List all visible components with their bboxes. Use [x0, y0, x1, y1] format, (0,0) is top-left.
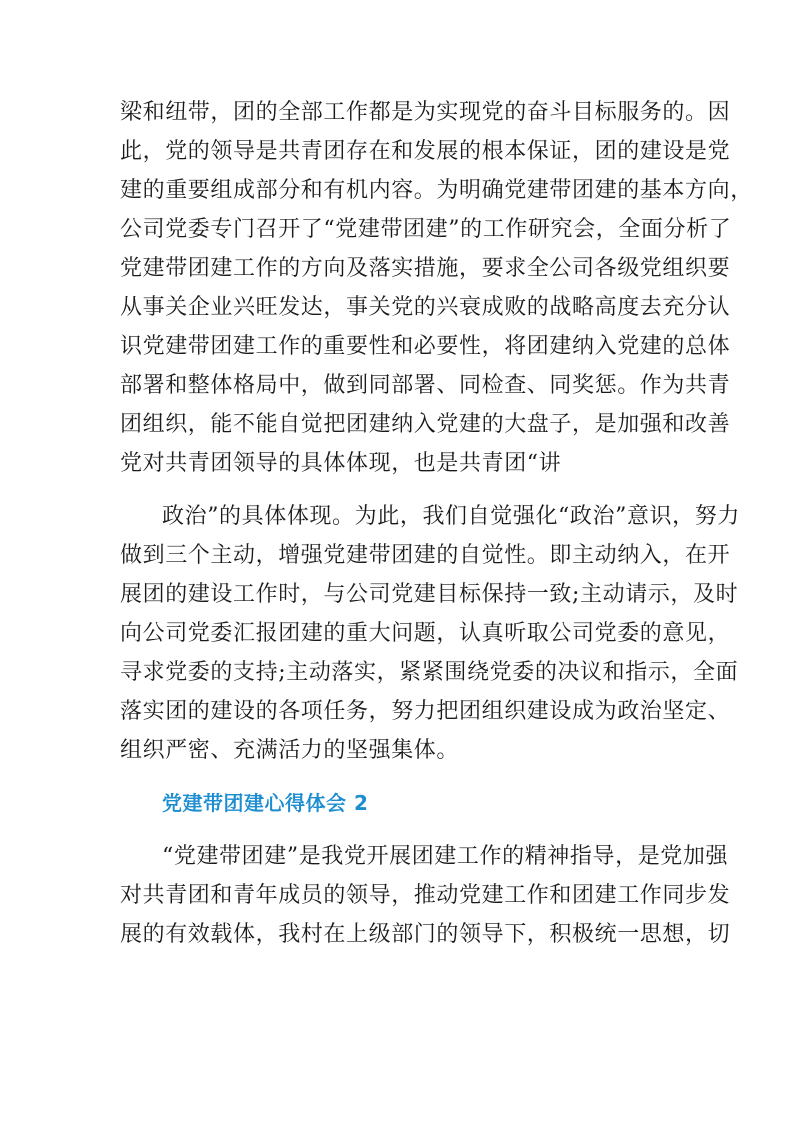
document-body — [120, 93, 753, 954]
paragraph-2 — [120, 497, 740, 770]
text-line: 落实团的建设的各项任务，努力把团组织建设成为政治坚定、 — [120, 699, 731, 724]
text-line-indented: 政治”的具体体现。为此，我们自觉强化“政治”意识，努力 — [162, 504, 740, 529]
text-line: 对共青团和青年成员的领导，推动党建工作和团建工作同步发 — [120, 883, 731, 908]
text-line: 寻求党委的支持;主动落实，紧紧围绕党委的决议和指示，全面 — [120, 660, 739, 685]
text-line: 此，党的领导是共青团存在和发展的根本保证，团的建设是党 — [120, 139, 731, 164]
text-line: 党对共青团领导的具体体现，也是共青团“讲 — [120, 451, 562, 476]
text-line-indented: “党建带团建”是我党开展团建工作的精神指导，是党加强 — [162, 844, 729, 869]
text-line: 向公司党委汇报团建的重大问题，认真听取公司党委的意见， — [120, 621, 731, 646]
text-line: 公司党委专门召开了“党建带团建”的工作研究会，全面分析了 — [120, 217, 732, 242]
section-heading: 党建带团建心得体会 2 — [162, 791, 369, 815]
text-line: 展的有效载体，我村在上级部门的领导下，积极统一思想，切 — [120, 922, 731, 947]
text-line: 团组织，能不能自觉把团建纳入党建的大盘子，是加强和改善 — [120, 412, 731, 437]
text-line: 展团的建设工作时，与公司党建目标保持一致;主动请示，及时 — [120, 582, 739, 607]
paragraph-1 — [120, 93, 753, 483]
paragraph-3 — [120, 837, 731, 954]
text-line: 识党建带团建工作的重要性和必要性，将团建纳入党建的总体 — [120, 334, 731, 359]
text-line: 党建带团建工作的方向及落实措施，要求全公司各级党组织要 — [120, 256, 731, 281]
text-line: 组织严密、充满活力的坚强集体。 — [120, 738, 460, 763]
text-line: 部署和整体格局中，做到同部署、同检查、同奖惩。作为共青 — [120, 373, 731, 398]
text-line: 从事关企业兴旺发达，事关党的兴衰成败的战略高度去充分认 — [120, 295, 731, 320]
text-line: 梁和纽带，团的全部工作都是为实现党的奋斗目标服务的。因 — [120, 100, 731, 125]
text-line: 做到三个主动，增强党建带团建的自觉性。即主动纳入，在开 — [120, 543, 731, 568]
text-line: 建的重要组成部分和有机内容。为明确党建带团建的基本方向， — [120, 178, 753, 203]
